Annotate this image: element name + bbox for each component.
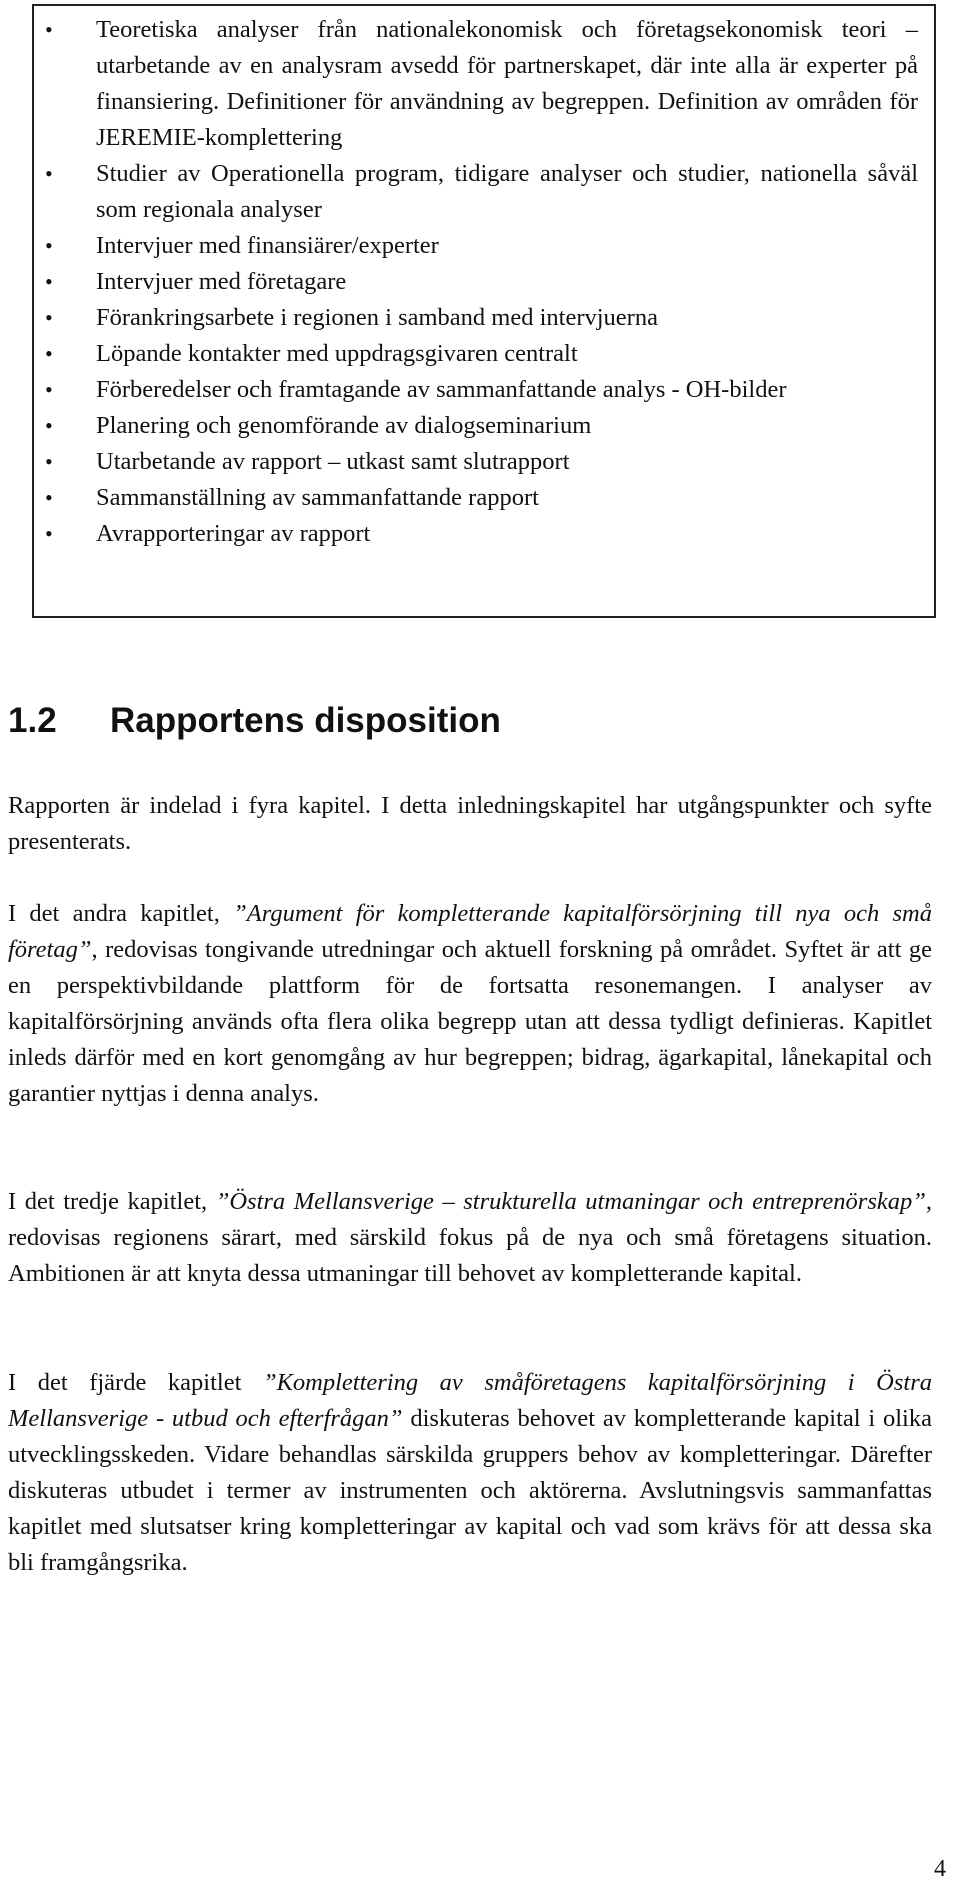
chapter-title: ”Argument för kompletterande kapitalförsörjning till nya och små företag” [8,900,932,963]
paragraph-text: I det tredje kapitlet, [8,1188,216,1215]
bullet-icon: • [45,521,53,546]
bullet-icon: • [45,233,53,258]
bullet-icon: • [45,485,53,510]
list-item-text: Förberedelser och framtagande av sammanfattande analys - OH-bilder [96,376,787,403]
paragraph-intro [8,788,932,860]
list-item [45,372,918,408]
bullet-icon: • [45,305,53,330]
list-item [45,336,918,372]
paragraph-chapter-3 [8,1184,932,1292]
paragraph-text: diskuteras behovet av kompletterande kapital i olika utvecklingsskeden. Vidare behandlas särskilda gruppers behov av kompletteringar. Därefter diskuteras utbudet i termer av instrumenten och aktörerna. Avslutningsvis sammanfattas kapitlet med slutsatser kring kompletteringar av kapital och vad som krävs för att dessa ska bli framgångsrika. [8,1405,932,1576]
list-item-text: Löpande kontakter med uppdragsgivaren centralt [96,340,578,367]
list-item [45,516,918,552]
list-item-text: Avrapporteringar av rapport [96,520,371,547]
list-item-text: Planering och genomförande av dialogseminarium [96,412,592,439]
list-item-text: Utarbetande av rapport – utkast samt slutrapport [96,448,570,475]
list-item [45,156,918,228]
paragraph-text: I det andra kapitlet, [8,900,234,927]
list-item [45,228,918,264]
list-item [45,480,918,516]
list-item-text: Studier av Operationella program, tidigare analyser och studier, nationella såväl som regionala analyser [96,160,918,223]
list-item-text: Sammanställning av sammanfattande rapport [96,484,539,511]
chapter-title: ”Östra Mellansverige – strukturella utmaningar och entreprenörskap”, [215,1188,932,1215]
list-item [45,300,918,336]
bullet-icon: • [45,341,53,366]
paragraph-text: I det fjärde kapitlet [8,1369,263,1396]
bullet-icon: • [45,377,53,402]
paragraph-text: redovisas regionens särart, med särskild fokus på de nya och små företagens situation. Ambitionen är att knyta dessa utmaningar till behovet av kompletterande kapital. [8,1224,932,1287]
section-number: 1.2 [8,701,57,740]
list-item [45,12,918,156]
section-heading [8,700,501,742]
list-item-text: Teoretiska analyser från nationalekonomisk och företagsekonomisk teori – utarbetande av en analysram avsedd för partnerskapet, där inte alla är experter på finansiering. Definitioner för användning av begreppen. Definition av områden för JEREMIE-komplettering [96,16,918,151]
list-item [45,408,918,444]
list-item-text: Förankringsarbete i regionen i samband med intervjuerna [96,304,658,331]
page-number: 4 [934,1856,946,1882]
list-item [45,264,918,300]
list-item-text: Intervjuer med företagare [96,268,347,295]
paragraph-chapter-2 [8,896,932,1112]
bullet-icon: • [45,269,53,294]
work-steps-box [32,4,936,618]
list-item-text: Intervjuer med finansiärer/experter [96,232,439,259]
chapter-title: ”Komplettering av småföretagens kapitalförsörjning i Östra Mellansverige - utbud och efterfrågan” [8,1369,932,1432]
paragraph-chapter-4 [8,1365,932,1581]
paragraph-text: , redovisas tongivande utredningar och aktuell forskning på området. Syftet är att ge en perspektivbildande plattform för de fortsatta resonemangen. I analyser av kapitalförsörjning används ofta flera olika begrepp utan att dessa tydligt definieras. Kapitlet inleds därför med en kort genomgång av hur begreppen; bidrag, ägarkapital, lånekapital och garantier nyttjas i denna analys. [8,936,932,1107]
bullet-icon: • [45,449,53,474]
section-title: Rapportens disposition [110,701,501,740]
bullet-icon: • [45,17,53,42]
list-item [45,444,918,480]
work-steps-list [45,12,918,552]
bullet-icon: • [45,161,53,186]
paragraph-text: Rapporten är indelad i fyra kapitel. I detta inledningskapitel har utgångspunkter och syfte presenterats. [8,792,932,855]
bullet-icon: • [45,413,53,438]
